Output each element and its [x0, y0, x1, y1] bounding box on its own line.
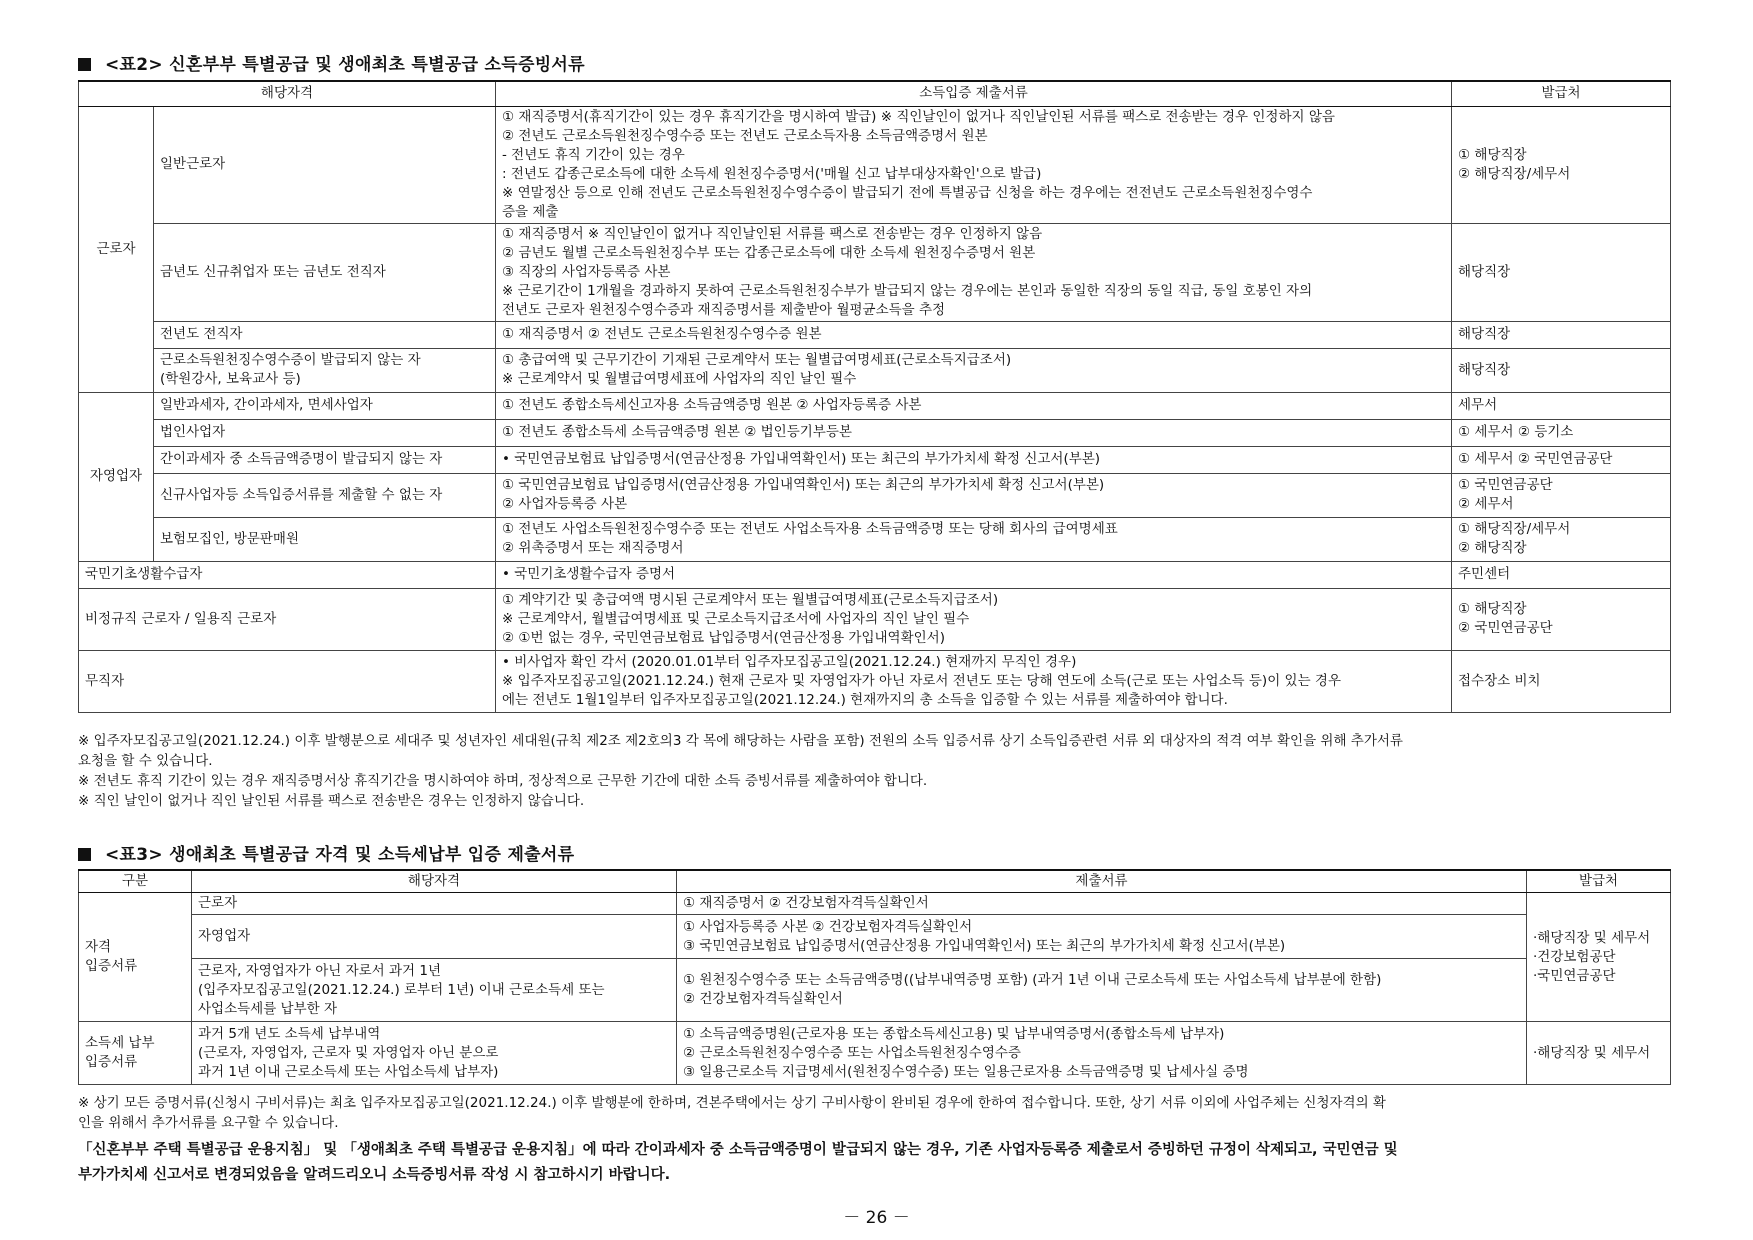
row-label: 전년도 전직자: [154, 321, 496, 348]
table3-title: <표3> 생애최초 특별공급 자격 및 소득세납부 입증 제출서류: [78, 840, 574, 865]
row-label: 근로자, 자영업자가 아닌 자로서 과거 1년 (입주자모집공고일(2021.12.24.) 로부터 1년) 이내 근로소득세 또는 사업소득세를 납부한 자: [192, 959, 677, 1022]
table-row: [79, 223, 1671, 321]
table-row: [79, 392, 1671, 419]
row-issuer: ① 국민연금공단 ② 세무서: [1452, 473, 1671, 517]
group-self-employed: 자영업자: [79, 392, 154, 561]
row-label: 국민기초생활수급자: [79, 561, 496, 588]
row-docs: ① 소득금액증명원(근로자용 또는 종합소득세신고용) 및 납부내역증명서(종합소득세 납부자) ② 근로소득원천징수영수증 또는 사업소득원천징수영수증 ③ 일용근로소득 지급명세서(원천징수영수증) 또는 일용근로자용 소득금액증명 및 납세사실 증명: [677, 1022, 1527, 1085]
row-docs: ① 전년도 사업소득원천징수영수증 또는 전년도 사업소득자용 소득금액증명 또는 당해 회사의 급여명세표 ② 위촉증명서 또는 재직증명서: [496, 517, 1452, 561]
square-bullet-icon: [78, 848, 91, 861]
row-label: 근로소득원천징수영수증이 발급되지 않는 자 (학원강사, 보육교사 등): [154, 348, 496, 392]
row-docs: ① 원천징수영수증 또는 소득금액증명((납부내역증명 포함) (과거 1년 이내 근로소득세 또는 사업소득세 납부분에 한함) ② 건강보험자격득실확인서: [677, 959, 1527, 1022]
note: ※ 전년도 휴직 기간이 있는 경우 재직증명서상 휴직기간을 명시하여야 하며, 정상적으로 근무한 기간에 대한 소득 증빙서류를 제출하여야 합니다.: [78, 773, 928, 789]
row-docs: ① 전년도 종합소득세신고자용 소득금액증명 원본 ② 사업자등록증 사본: [496, 392, 1452, 419]
table3-notes: [78, 1093, 1678, 1133]
row-docs: • 비사업자 확인 각서 (2020.01.01부터 입주자모집공고일(2021.12.24.) 현재까지 무직인 경우) ※ 입주자모집공고일(2021.12.24.) 현재 근로자 및 자영업자가 아닌 자로서 전년도 또는 당해 연도에 소득(근로 또는 사업소득 등)이 있는 경우 에는 전년도 1월1일부터 입주자모집공고일(2021.12.24.) 현재까지의 총 소득을 입증할 수 있는 서류를 제출하여야 합니다.: [496, 650, 1452, 712]
row-docs: ① 총급여액 및 근무기간이 기재된 근로계약서 또는 월별급여명세표(근로소득지급조서) ※ 근로계약서 및 월별급여명세표에 사업자의 직인 날인 필수: [496, 348, 1452, 392]
row-label: 무직자: [79, 650, 496, 712]
row-label: 금년도 신규취업자 또는 금년도 전직자: [154, 223, 496, 321]
row-docs: ① 재직증명서(휴직기간이 있는 경우 휴직기간을 명시하여 발급) ※ 직인날인이 없거나 직인날인된 서류를 팩스로 전송받는 경우 인정하지 않음 ② 전년도 근로소득원천징수영수증 또는 전년도 근로소득자용 소득금액증명서 원본 - 전년도 휴직 기간이 있는 경우 : 전년도 갑종근로소득에 대한 소득세 원천징수증명서('매월 신고 납부대상자확인'으로 발급) ※ 연말정산 등으로 인해 전년도 근로소득원천징수영수증이 발급되기 전에 특별공급 신청을 하는 경우에는 전전년도 근로소득원천징수영수 증을 제출: [496, 106, 1452, 223]
row-issuer: 해당직장: [1452, 348, 1671, 392]
table2: [78, 80, 1671, 713]
table-row: [79, 473, 1671, 517]
table-row: [79, 321, 1671, 348]
group-worker: 근로자: [79, 106, 154, 392]
row-issuer: 해당직장: [1452, 223, 1671, 321]
row-docs: ① 재직증명서 ② 건강보험자격득실확인서: [677, 893, 1527, 915]
table-row: [79, 561, 1671, 588]
group-tax-payment-proof: 소득세 납부 입증서류: [79, 1022, 192, 1085]
row-issuer: 해당직장: [1452, 321, 1671, 348]
row-docs: ① 재직증명서 ※ 직인날인이 없거나 직인날인된 서류를 팩스로 전송받는 경우 인정하지 않음 ② 금년도 월별 근로소득원천징수부 또는 갑종근로소득에 대한 소득세 원천징수증명서 원본 ③ 직장의 사업자등록증 사본 ※ 근로기간이 1개월을 경과하지 못하여 근로소득원천징수부가 발급되지 않는 경우에는 본인과 동일한 직장의 동일 직급, 동일 호봉인 자의 전년도 근로자 원천징수영수증과 재직증명서를 제출받아 월평균소득을 추정: [496, 223, 1452, 321]
note: ※ 입주자모집공고일(2021.12.24.) 이후 발행분으로 세대주 및 성년자인 세대원(규칙 제2조 제2호의3 각 목에 해당하는 사람을 포함) 전원의 소득 입증서류 상기 소득입증관련 서류 외 대상자의 적격 여부 확인을 위해 추가서류 요청을 할 수 있습니다.: [78, 733, 1403, 769]
row-label: 비정규직 근로자 / 일용직 근로자: [79, 588, 496, 650]
table-row: [79, 893, 1671, 915]
table3: [78, 869, 1671, 1085]
table-row: [79, 650, 1671, 712]
row-issuer: ① 세무서 ② 등기소: [1452, 419, 1671, 446]
row-label: 법인사업자: [154, 419, 496, 446]
row-label: 과거 5개 년도 소득세 납부내역 (근로자, 자영업자, 근로자 및 자영업자 아닌 분으로 과거 1년 이내 근로소득세 또는 사업소득세 납부자): [192, 1022, 677, 1085]
row-docs: • 국민기초생활수급자 증명서: [496, 561, 1452, 588]
table2-header-documents: 소득입증 제출서류: [496, 81, 1452, 106]
table2-header-issuer: 발급처: [1452, 81, 1671, 106]
table3-header-category: 구분: [79, 870, 192, 893]
row-label: 근로자: [192, 893, 677, 915]
group-qualification-proof: 자격 입증서류: [79, 893, 192, 1022]
table2-notes: [78, 731, 1678, 811]
row-label: 일반근로자: [154, 106, 496, 223]
row-docs: ① 전년도 종합소득세 소득금액증명 원본 ② 법인등기부등본: [496, 419, 1452, 446]
row-docs: ① 재직증명서 ② 전년도 근로소득원천징수영수증 원본: [496, 321, 1452, 348]
row-issuer: ① 해당직장/세무서 ② 해당직장: [1452, 517, 1671, 561]
table3-header-documents: 제출서류: [677, 870, 1527, 893]
row-docs: ① 사업자등록증 사본 ② 건강보험자격득실확인서 ③ 국민연금보험료 납입증명서(연금산정용 가입내역확인서) 또는 최근의 부가가치세 확정 신고서(부본): [677, 915, 1527, 959]
table-row: [79, 588, 1671, 650]
table-row: [79, 959, 1671, 1022]
row-label: 일반과세자, 간이과세자, 면세사업자: [154, 392, 496, 419]
row-docs: ① 계약기간 및 총급여액 명시된 근로계약서 또는 월별급여명세표(근로소득지급조서) ※ 근로계약서, 월별급여명세표 및 근로소득지급조서에 사업자의 직인 날인 필수 ② ①번 없는 경우, 국민연금보험료 납입증명서(연금산정용 가입내역확인서): [496, 588, 1452, 650]
note: ※ 상기 모든 증명서류(신청시 구비서류)는 최초 입주자모집공고일(2021.12.24.) 이후 발행분에 한하며, 견본주택에서는 상기 구비사항이 완비된 경우에 한하여 접수합니다. 또한, 상기 서류 이외에 사업주체는 신청자격의 확 인을 위해서 추가서류를 요구할 수 있습니다.: [78, 1095, 1386, 1131]
table3-header-qualification: 해당자격: [192, 870, 677, 893]
row-issuer: ① 해당직장 ② 해당직장/세무서: [1452, 106, 1671, 223]
row-issuer: 접수장소 비치: [1452, 650, 1671, 712]
issuer-group-1: ·해당직장 및 세무서 ·건강보험공단 ·국민연금공단: [1527, 893, 1671, 1022]
table-row: [79, 915, 1671, 959]
table-row: [79, 348, 1671, 392]
row-issuer: 주민센터: [1452, 561, 1671, 588]
table2-header-qualification: 해당자격: [79, 81, 496, 106]
table2-title: <표2> 신혼부부 특별공급 및 생애최초 특별공급 소득증빙서류: [78, 50, 585, 75]
guidance-note: 「신혼부부 주택 특별공급 운용지침」 및 「생애최초 주택 특별공급 운용지침」에 따라 간이과세자 중 소득금액증명이 발급되지 않는 경우, 기존 사업자등록증 제출로서 증빙하던 규정이 삭제되고, 국민연금 및 부가가치세 신고서로 변경되었음을 알려드리오니 소득증빙서류 작성 시 참고하시기 바랍니다.: [78, 1142, 1398, 1183]
issuer-group-2: ·해당직장 및 세무서: [1527, 1022, 1671, 1085]
table3-header-issuer: 발급처: [1527, 870, 1671, 893]
row-docs: ① 국민연금보험료 납입증명서(연금산정용 가입내역확인서) 또는 최근의 부가가치세 확정 신고서(부본) ② 사업자등록증 사본: [496, 473, 1452, 517]
square-bullet-icon: [78, 58, 91, 71]
table-row: [79, 419, 1671, 446]
row-issuer: ① 해당직장 ② 국민연금공단: [1452, 588, 1671, 650]
row-docs: • 국민연금보험료 납입증명서(연금산정용 가입내역확인서) 또는 최근의 부가가치세 확정 신고서(부본): [496, 446, 1452, 473]
table-row: [79, 517, 1671, 561]
note: ※ 직인 날인이 없거나 직인 날인된 서류를 팩스로 전송받은 경우는 인정하지 않습니다.: [78, 793, 585, 809]
row-issuer: 세무서: [1452, 392, 1671, 419]
row-label: 간이과세자 중 소득금액증명이 발급되지 않는 자: [154, 446, 496, 473]
table-row: [79, 446, 1671, 473]
table-row: [79, 106, 1671, 223]
row-label: 신규사업자등 소득입증서류를 제출할 수 없는 자: [154, 473, 496, 517]
page-number: － 26 －: [843, 1208, 910, 1228]
row-label: 보험모집인, 방문판매원: [154, 517, 496, 561]
row-label: 자영업자: [192, 915, 677, 959]
table-row: [79, 1022, 1671, 1085]
row-issuer: ① 세무서 ② 국민연금공단: [1452, 446, 1671, 473]
